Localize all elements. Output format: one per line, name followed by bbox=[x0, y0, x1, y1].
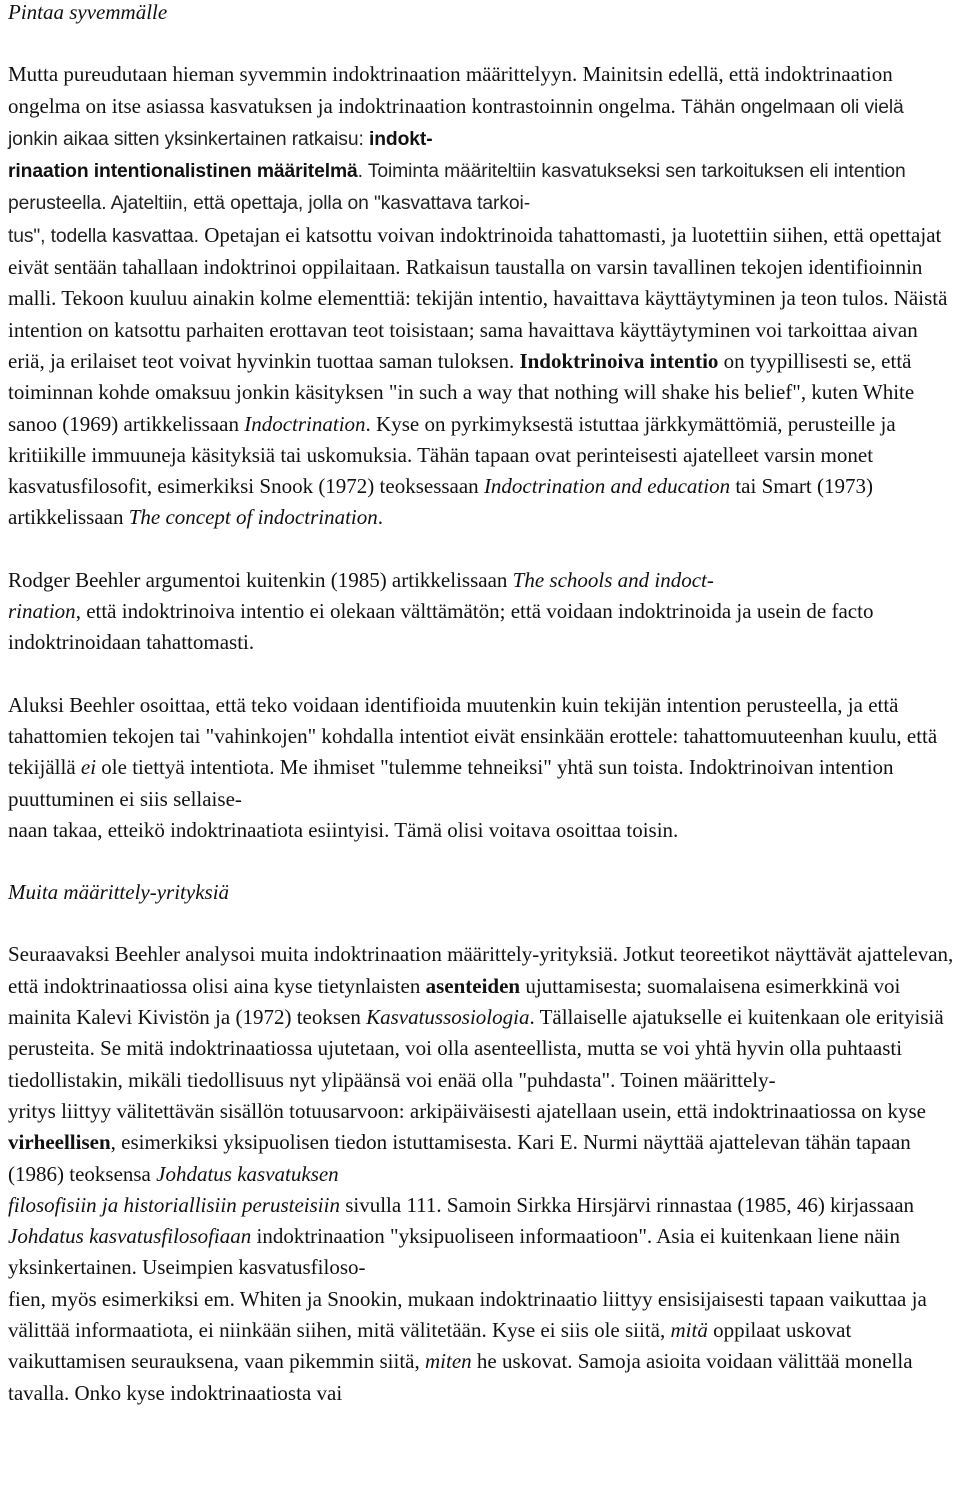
italic-word: miten bbox=[424, 1349, 472, 1374]
paragraph-gap bbox=[8, 846, 956, 877]
text: ujuttamisesta; suomalaisena esimerkkinä voi mainita Kalevi Kivistön ja (1972) teoksen bbox=[8, 973, 901, 1030]
text: Näistä intention on katsottu parhaiten erottavan teot toisistaan; sama havaittava käyttäytyminen voi tarkoittaa aivan eriä, ja erilaiset teot voivat hyvinkin tuottaa saman tuloksen. bbox=[8, 286, 948, 373]
text: ole tiettyä intentiota. Me ihmiset "tulemme tehneiksi" yhtä sun toista. Indoktrinoivan intention puuttuminen ei siis sellaise- bbox=[8, 755, 894, 811]
italic-title: Indoctrination and education bbox=[483, 474, 731, 499]
text: indoktrinaation "yksipuoliseen informaatioon". Asia ei kuitenkaan liene näin yksinkertainen. Useimpien kasvatusfiloso- bbox=[8, 1224, 900, 1280]
paragraph-other-definitions bbox=[8, 939, 956, 1408]
paragraph-gap bbox=[8, 659, 956, 690]
paragraph-intentionalism bbox=[8, 59, 956, 533]
text: tus", todella kasvattaa. bbox=[8, 225, 199, 247]
italic-title: Indoctrination bbox=[244, 411, 366, 436]
text: , että indoktrinoiva intentio ei olekaan välttämätön; että voidaan indoktrinoida ja usein de facto indoktrinoidaan tahattomasti. bbox=[8, 599, 874, 655]
paragraph-beehler bbox=[8, 565, 956, 659]
italic-title: filosofisiin ja historiallisiin perusteisiin bbox=[8, 1192, 340, 1217]
text: . Toiminta määriteltiin kasvatukseksi sen tarkoituksen eli intention perusteella. Ajateltiin, että opettaja, jolla on "kasvattava tarkoi- bbox=[8, 161, 906, 215]
section-heading: Muita määrittely-yrityksiä bbox=[8, 880, 230, 905]
text: . Tällaiselle ajatukselle ei kuitenkaan ole erityisiä perusteita. Se mitä indoktrinaatiossa ujutetaan, voi olla asenteellista, mutta se voi yhtä hyvin olla puhtaasti tiedollistakin, mikäli tiedollisuus nyt ylipäänsä voi enää olla "puhdasta". Toinen määrittely- bbox=[8, 1005, 944, 1092]
paragraph-gap bbox=[8, 908, 956, 939]
text: , esimerkiksi yksipuolisen tiedon istuttamisesta. Kari E. Nurmi näyttää ajattelevan tähän tapaan (1986) teoksensa bbox=[8, 1130, 911, 1186]
text: Seuraavaksi Beehler analysoi muita indoktrinaation määrittely-yrityksiä. Jotkut teoreetikot näyttävät ajattelevan, että indoktrinaatiossa olisi aina kyse tietynlaisten bbox=[8, 942, 954, 998]
italic-title: The schools and indoct- bbox=[512, 567, 714, 592]
text: oppilaat uskovat vaikuttamisen seurauksena, vaan pikemmin siitä, bbox=[8, 1317, 852, 1374]
text: he uskovat. Samoja asioita voidaan välittää monella tavalla. Onko kyse indoktrinaatiosta vai bbox=[8, 1349, 913, 1405]
italic-word: ei bbox=[80, 755, 97, 780]
document-page bbox=[8, 0, 956, 1409]
text: Aluksi Beehler osoittaa, että teko voidaan identifioida muutenkin kuin tekijän intention perusteella, ja että tahattomien tekojen tai "vahinkojen" kohdalla intentiot eivät ensinkään erottele: tahattomuuteenhan kuulu, että tekijällä bbox=[8, 692, 938, 780]
text: . bbox=[377, 505, 384, 530]
text: tai Smart (1973) artikkelissaan bbox=[8, 474, 873, 530]
text: naan takaa, etteikö indoktrinaatiota esiintyisi. Tämä olisi voitava osoittaa toisin. bbox=[8, 817, 679, 842]
italic-title: rination bbox=[8, 599, 76, 624]
text: . Kyse on pyrkimyksestä istuttaa järkkymättömiä, perusteille ja kritiikille immuuneja käsityksiä tai uskomuksia. Tähän tapaan ovat perinteisesti ajatelleet varsin monet kasvatusfilosofit, esimerkiksi Snook (1972) teoksessaan bbox=[8, 411, 896, 499]
bold-term: virheellisen bbox=[8, 1130, 111, 1155]
italic-title: The concept of indoctrination bbox=[128, 505, 378, 530]
bold-term: rinaation intentionalistinen määritelmä bbox=[8, 161, 358, 183]
italic-title: Kasvatussosiologia bbox=[366, 1005, 530, 1030]
text: Opetajan ei katsottu voivan indoktrinoida tahattomasti, ja luotettiin siihen, että opettajat eivät sentään tahallaan indoktrinoi oppilaitaan. Ratkaisun taustalla on varsin tavallinen tekojen identifioinnin malli. Tekoon kuuluu ainakin kolme elementtiä: tekijän intentio, havaittava käyttäytyminen ja teon tulos. bbox=[8, 222, 942, 311]
italic-word: mitä bbox=[670, 1317, 708, 1342]
text: Tähän ongelmaan oli vielä jonkin aikaa sitten yksinkertainen ratkaisu: bbox=[8, 96, 904, 150]
text: Mutta pureudutaan hieman syvemmin indoktrinaation määrittelyyn. Mainitsin edellä, että indoktrinaation ongelma on itse asiassa kasvatuksen ja indoktrinaation kontrastoinnin ongelma. bbox=[8, 62, 893, 118]
bold-term: Indoktrinoiva intentio bbox=[519, 348, 719, 373]
text: fien, myös esimerkiksi em. Whiten ja Snookin, mukaan indoktrinaatio liittyy ensisijaisesti tapaan vaikuttaa ja välittää informaatiota, ei niinkään siihen, mitä välitetään. Kyse ei siis ole siitä, bbox=[8, 1286, 927, 1342]
italic-title: Johdatus kasvatuksen bbox=[156, 1161, 339, 1186]
paragraph-gap bbox=[8, 534, 956, 565]
paragraph-gap bbox=[8, 28, 956, 59]
text: yritys liittyy välitettävän sisällön totuusarvoon: arkipäiväisesti ajatellaan usein, että indoktrinaatiossa on kyse bbox=[8, 1098, 926, 1123]
bold-term: indokt- bbox=[368, 128, 433, 150]
italic-title: Johdatus kasvatusfilosofiaan bbox=[8, 1224, 252, 1249]
text: on tyypillisesti se, että toiminnan kohde omaksuu jonkin käsityksen "in such a way that nothing will shake his belief", kuten White sanoo (1969) artikkelissaan bbox=[8, 348, 915, 436]
paragraph-unintentional bbox=[8, 690, 956, 846]
bold-term: asenteiden bbox=[425, 973, 521, 998]
section-heading: Pintaa syvemmälle bbox=[8, 0, 168, 24]
text: sivulla 111. Samoin Sirkka Hirsjärvi rinnastaa (1985, 46) kirjassaan bbox=[345, 1192, 915, 1217]
text: Rodger Beehler argumentoi kuitenkin (1985) artikkelissaan bbox=[8, 567, 508, 592]
